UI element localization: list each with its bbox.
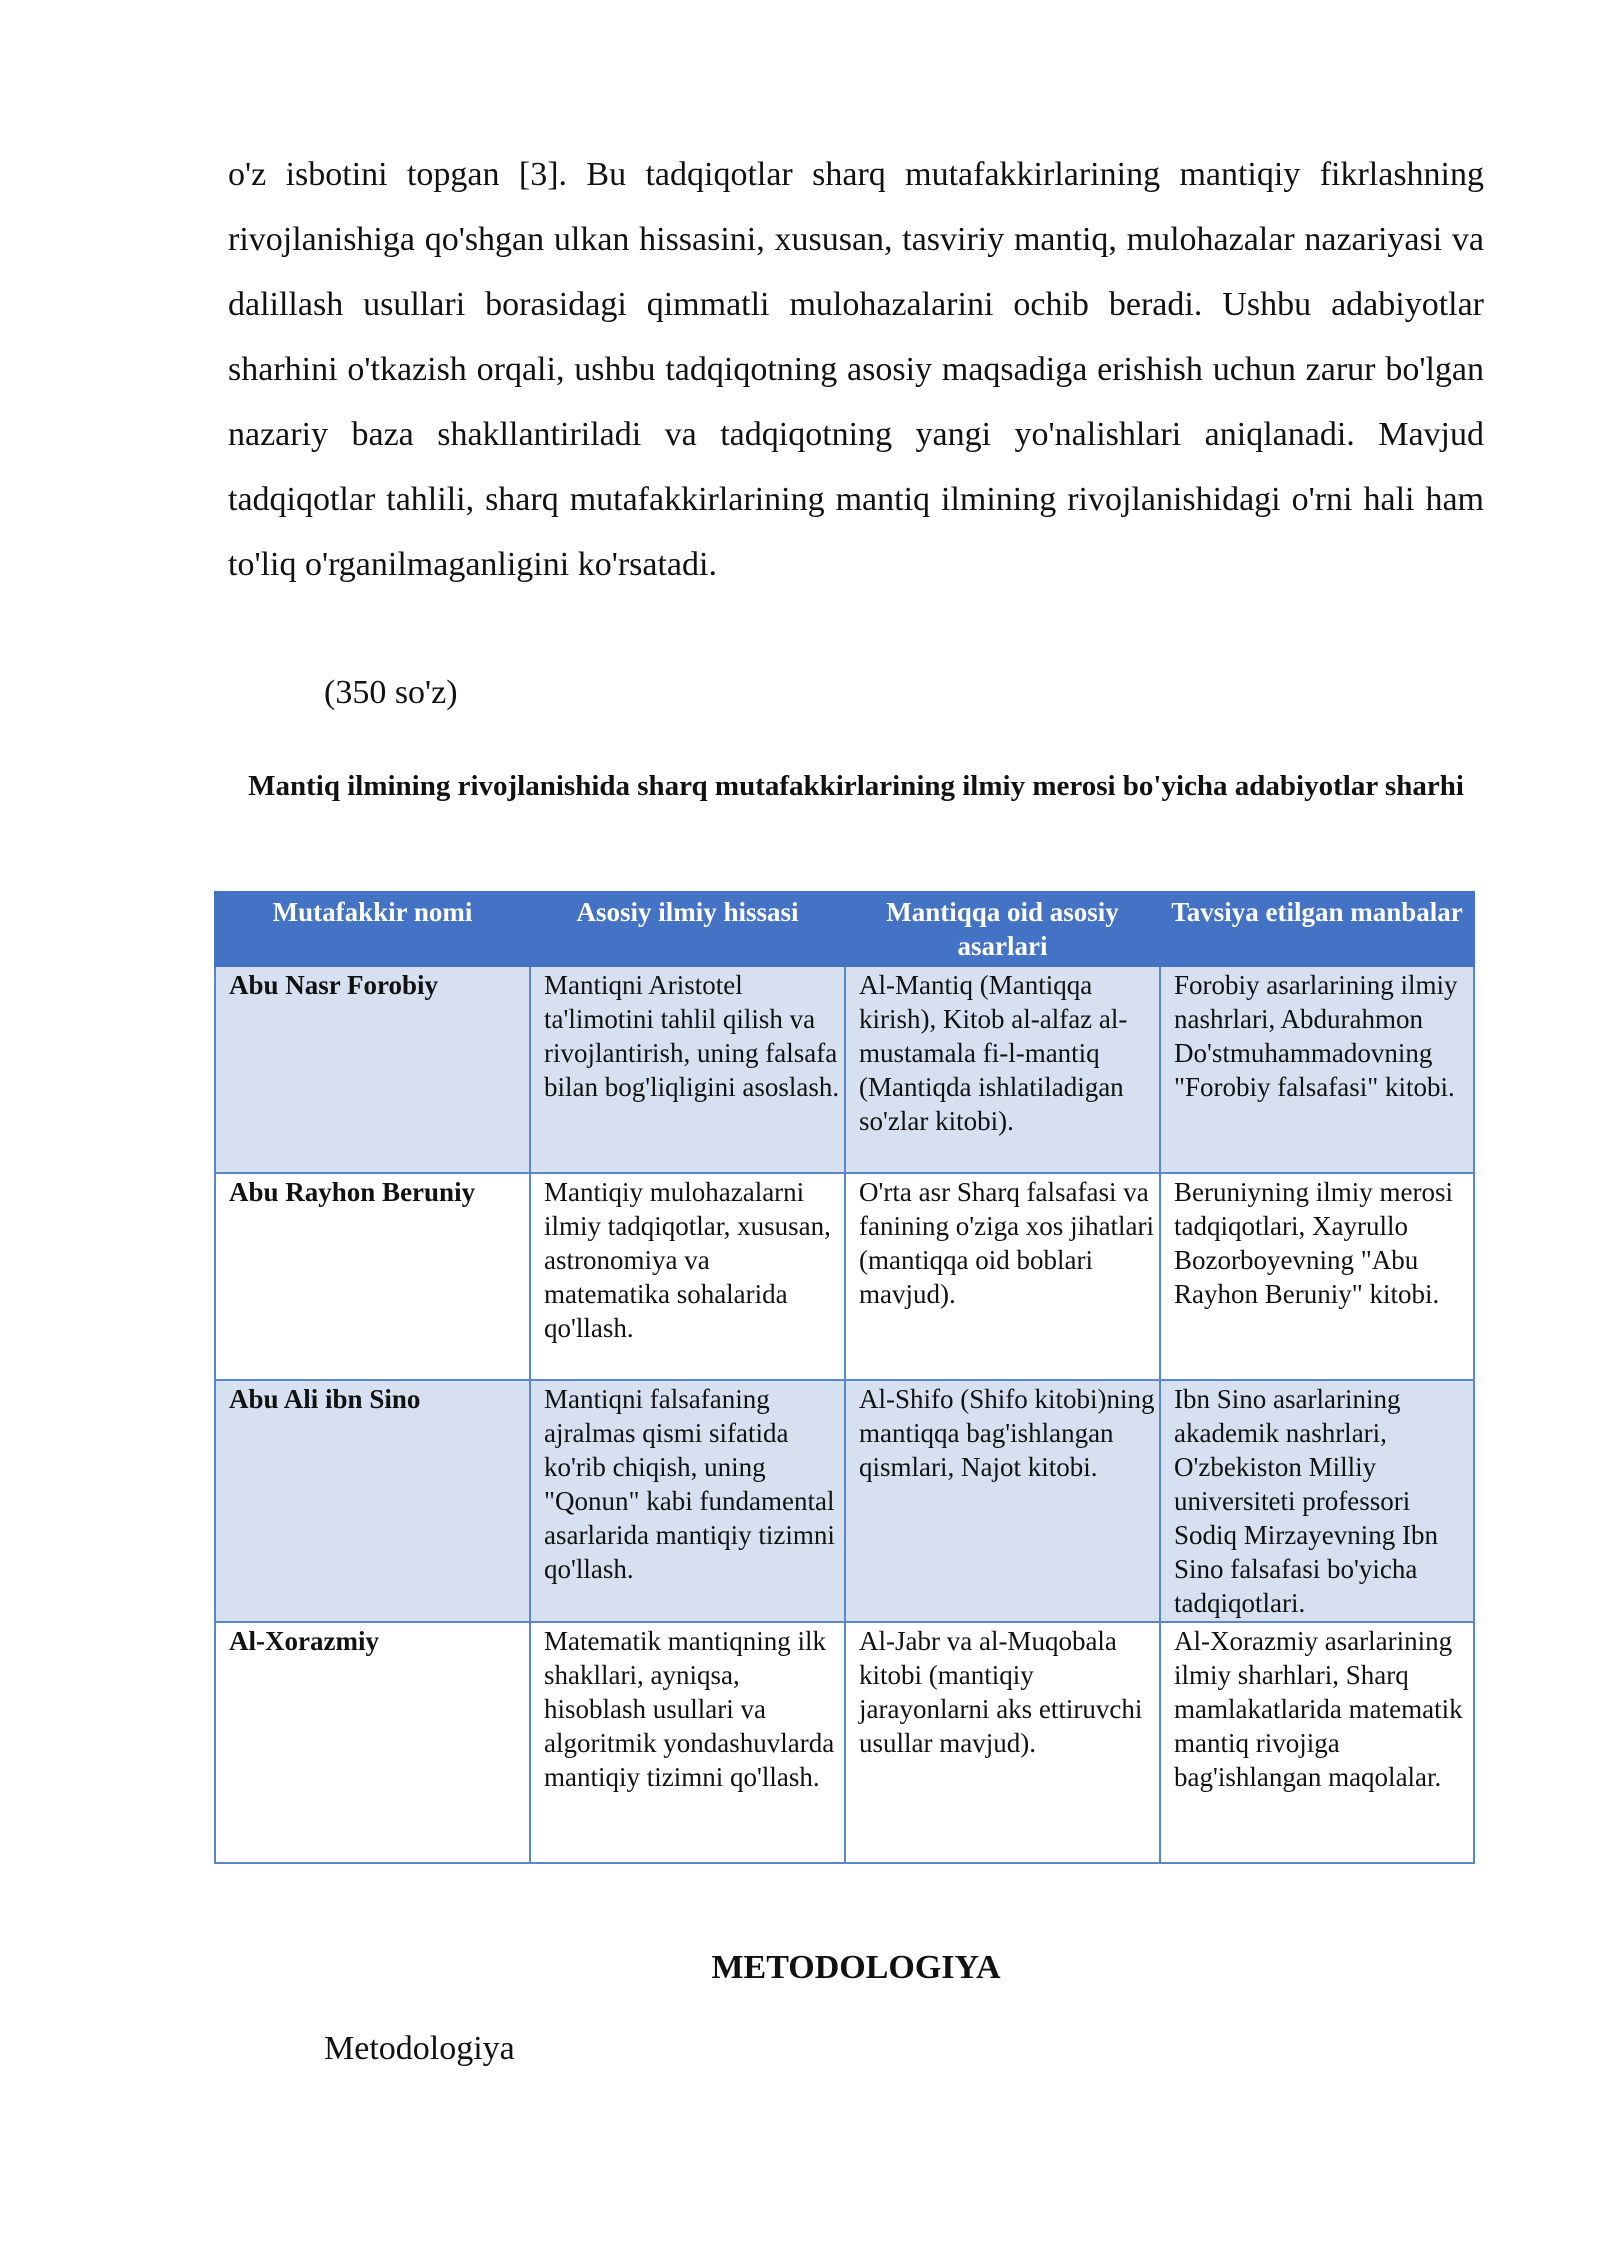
- literature-review-table: [214, 891, 1475, 1864]
- table-title: Mantiq ilmining rivojlanishida sharq mutafakkirlarining ilmiy merosi bo'yicha adabiyotlar sharhi: [248, 770, 1464, 802]
- section-first-line: Metodologiya: [324, 2030, 515, 2067]
- cell-sources: Forobiy asarlarining ilmiy nashrlari, Abdurahmon Do'stmuhammadovning "Forobiy falsafasi" kitobi.: [1160, 966, 1474, 1173]
- cell-contribution: Mantiqni Aristotel ta'limotini tahlil qilish va rivojlantirish, uning falsafa bilan bog'liqligini asoslash.: [530, 966, 845, 1173]
- cell-sources: Ibn Sino asarlarining akademik nashrlari, O'zbekiston Milliy universiteti professori Sodiq Mirzayevning Ibn Sino falsafasi bo'yicha tadqiqotlari.: [1160, 1380, 1474, 1622]
- section-heading: METODOLOGIYA: [711, 1949, 1001, 1986]
- cell-works: Al-Mantiq (Mantiqqa kirish), Kitob al-alfaz al-mustamala fi-l-mantiq (Mantiqda ishlatiladigan so'zlar kitobi).: [845, 966, 1160, 1173]
- table-row: [215, 1173, 1474, 1380]
- cell-contribution: Matematik mantiqning ilk shakllari, ayniqsa, hisoblash usullari va algoritmik yondashuvlarda mantiqiy tizimni qo'llash.: [530, 1622, 845, 1863]
- cell-works: Al-Shifo (Shifo kitobi)ning mantiqqa bag'ishlangan qismlari, Najot kitobi.: [845, 1380, 1160, 1622]
- table-header-row: [215, 892, 1474, 966]
- cell-contribution: Mantiqiy mulohazalarni ilmiy tadqiqotlar, xususan, astronomiya va matematika sohalarida qo'llash.: [530, 1173, 845, 1380]
- table-row: [215, 1622, 1474, 1863]
- cell-thinker: Abu Nasr Forobiy: [215, 966, 530, 1173]
- cell-thinker: Al-Xorazmiy: [215, 1622, 530, 1863]
- header-cell-thinker: Mutafakkir nomi: [215, 892, 530, 966]
- table-row: [215, 966, 1474, 1173]
- table-row: [215, 1380, 1474, 1622]
- cell-works: Al-Jabr va al-Muqobala kitobi (mantiqiy jarayonlarni aks ettiruvchi usullar mavjud).: [845, 1622, 1160, 1863]
- header-cell-works: Mantiqqa oid asosiy asarlari: [845, 892, 1160, 966]
- cell-thinker: Abu Rayhon Beruniy: [215, 1173, 530, 1380]
- header-cell-sources: Tavsiya etilgan manbalar: [1160, 892, 1474, 966]
- cell-contribution: Mantiqni falsafaning ajralmas qismi sifatida ko'rib chiqish, uning "Qonun" kabi fundamental asarlarida mantiqiy tizimni qo'llash.: [530, 1380, 845, 1622]
- body-paragraph: o'z isbotini topgan [3]. Bu tadqiqotlar sharq mutafakkirlarining mantiqiy fikrlashning rivojlanishiga qo'shgan ulkan hissasini, xususan, tasviriy mantiq, mulohazalar nazariyasi va dalillash usullari borasidagi qimmatli mulohazalarini ochib beradi. Ushbu adabiyotlar sharhini o'tkazish orqali, ushbu tadqiqotning asosiy maqsadiga erishish uchun zarur bo'lgan nazariy baza shakllantiriladi va tadqiqotning yangi yo'nalishlari aniqlanadi. Mavjud tadqiqotlar tahlili, sharq mutafakkirlarining mantiq ilmining rivojlanishidagi o'rni hali ham to'liq o'rganilmaganligini ko'rsatadi.: [228, 156, 1484, 583]
- cell-works: O'rta asr Sharq falsafasi va fanining o'ziga xos jihatlari (mantiqqa oid boblari mavjud).: [845, 1173, 1160, 1380]
- cell-sources: Al-Xorazmiy asarlarining ilmiy sharhlari, Sharq mamlakatlarida matematik mantiq rivojiga bag'ishlangan maqolalar.: [1160, 1622, 1474, 1863]
- cell-sources: Beruniyning ilmiy merosi tadqiqotlari, Xayrullo Bozorboyevning "Abu Rayhon Beruniy" kitobi.: [1160, 1173, 1474, 1380]
- word-count: (350 so'z): [324, 674, 458, 711]
- header-cell-contribution: Asosiy ilmiy hissasi: [530, 892, 845, 966]
- cell-thinker: Abu Ali ibn Sino: [215, 1380, 530, 1622]
